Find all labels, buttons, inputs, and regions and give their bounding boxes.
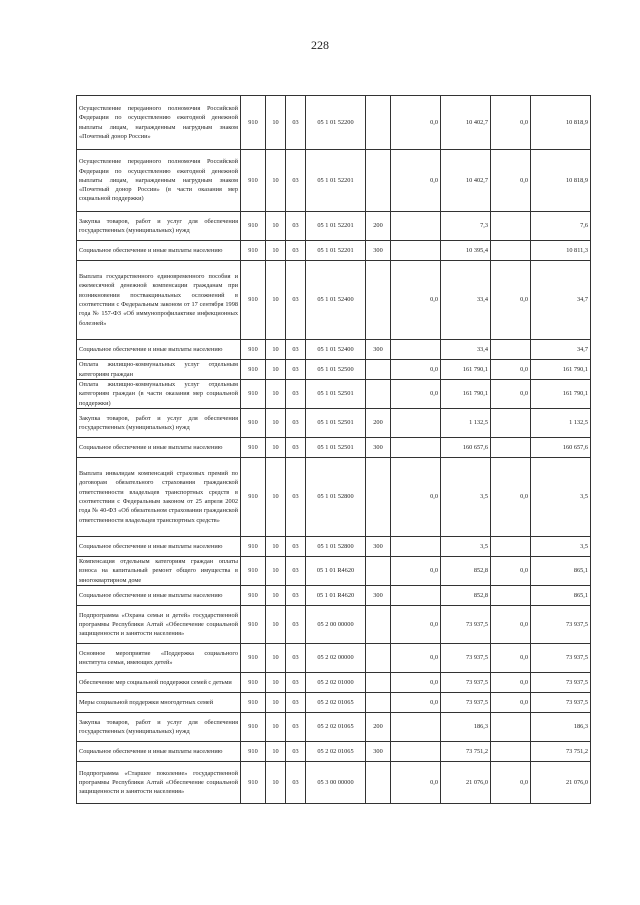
subsection-code: 03 bbox=[286, 762, 306, 804]
table-row bbox=[77, 693, 591, 713]
admin-code: 910 bbox=[241, 644, 266, 673]
amount-3: 0,0 bbox=[491, 606, 531, 644]
section-code: 10 bbox=[266, 380, 286, 409]
amount-3: 0,0 bbox=[491, 380, 531, 409]
expense-type-code: 300 bbox=[366, 537, 391, 557]
amount-1 bbox=[391, 212, 441, 241]
section-code: 10 bbox=[266, 713, 286, 742]
amount-4: 186,3 bbox=[531, 713, 591, 742]
amount-3: 0,0 bbox=[491, 644, 531, 673]
amount-1: 0,0 bbox=[391, 693, 441, 713]
amount-2: 10 395,4 bbox=[441, 241, 491, 261]
amount-1: 0,0 bbox=[391, 458, 441, 537]
target-article-code: 05 1 01 52400 bbox=[306, 261, 366, 340]
expense-type-code: 200 bbox=[366, 409, 391, 438]
subsection-code: 03 bbox=[286, 557, 306, 586]
expense-type-code bbox=[366, 644, 391, 673]
admin-code: 910 bbox=[241, 742, 266, 762]
section-code: 10 bbox=[266, 150, 286, 212]
amount-2: 73 937,5 bbox=[441, 673, 491, 693]
amount-1 bbox=[391, 586, 441, 606]
section-code: 10 bbox=[266, 673, 286, 693]
admin-code: 910 bbox=[241, 693, 266, 713]
section-code: 10 bbox=[266, 438, 286, 458]
subsection-code: 03 bbox=[286, 673, 306, 693]
amount-3: 0,0 bbox=[491, 96, 531, 150]
subsection-code: 03 bbox=[286, 261, 306, 340]
amount-3: 0,0 bbox=[491, 360, 531, 380]
subsection-code: 03 bbox=[286, 537, 306, 557]
amount-3: 0,0 bbox=[491, 458, 531, 537]
admin-code: 910 bbox=[241, 261, 266, 340]
row-name: Обеспечение мер социальной поддержки семей с детьми bbox=[77, 673, 241, 693]
expense-type-code bbox=[366, 380, 391, 409]
admin-code: 910 bbox=[241, 762, 266, 804]
section-code: 10 bbox=[266, 644, 286, 673]
admin-code: 910 bbox=[241, 241, 266, 261]
target-article-code: 05 1 01 52501 bbox=[306, 380, 366, 409]
amount-2: 852,8 bbox=[441, 586, 491, 606]
table-row bbox=[77, 261, 591, 340]
admin-code: 910 bbox=[241, 458, 266, 537]
amount-2: 3,5 bbox=[441, 537, 491, 557]
table-row bbox=[77, 380, 591, 409]
amount-2: 33,4 bbox=[441, 261, 491, 340]
table-row bbox=[77, 673, 591, 693]
amount-4: 10 818,9 bbox=[531, 96, 591, 150]
amount-3 bbox=[491, 409, 531, 438]
admin-code: 910 bbox=[241, 150, 266, 212]
subsection-code: 03 bbox=[286, 438, 306, 458]
target-article-code: 05 2 02 00000 bbox=[306, 644, 366, 673]
row-name: Компенсация отдельным категориям граждан оплаты взноса на капитальный ремонт общего имущества в многоквартирном доме bbox=[77, 557, 241, 586]
admin-code: 910 bbox=[241, 713, 266, 742]
subsection-code: 03 bbox=[286, 96, 306, 150]
target-article-code: 05 1 01 52400 bbox=[306, 340, 366, 360]
table-row bbox=[77, 241, 591, 261]
table-row bbox=[77, 586, 591, 606]
subsection-code: 03 bbox=[286, 241, 306, 261]
amount-2: 10 402,7 bbox=[441, 96, 491, 150]
row-name: Закупка товаров, работ и услуг для обеспечения государственных (муниципальных) нужд bbox=[77, 409, 241, 438]
expense-type-code bbox=[366, 557, 391, 586]
row-name: Подпрограмма «Старшее поколение» государственной программы Республики Алтай «Обеспечение социальной защищенности и занятости населения» bbox=[77, 762, 241, 804]
amount-1 bbox=[391, 713, 441, 742]
amount-2: 73 937,5 bbox=[441, 644, 491, 673]
subsection-code: 03 bbox=[286, 458, 306, 537]
row-name: Закупка товаров, работ и услуг для обеспечения государственных (муниципальных) нужд bbox=[77, 713, 241, 742]
target-article-code: 05 1 01 52800 bbox=[306, 537, 366, 557]
expense-type-code bbox=[366, 458, 391, 537]
target-article-code: 05 2 02 01065 bbox=[306, 742, 366, 762]
amount-2: 73 751,2 bbox=[441, 742, 491, 762]
amount-2: 1 132,5 bbox=[441, 409, 491, 438]
amount-4: 73 937,5 bbox=[531, 693, 591, 713]
expense-type-code bbox=[366, 261, 391, 340]
amount-2: 10 402,7 bbox=[441, 150, 491, 212]
section-code: 10 bbox=[266, 96, 286, 150]
amount-4: 10 811,3 bbox=[531, 241, 591, 261]
subsection-code: 03 bbox=[286, 150, 306, 212]
row-name: Оплата жилищно-коммунальных услуг отдельным категориям граждан bbox=[77, 360, 241, 380]
expense-type-code bbox=[366, 673, 391, 693]
target-article-code: 05 1 01 52500 bbox=[306, 360, 366, 380]
section-code: 10 bbox=[266, 212, 286, 241]
row-name: Социальное обеспечение и иные выплаты населению bbox=[77, 340, 241, 360]
amount-4: 7,6 bbox=[531, 212, 591, 241]
row-name: Социальное обеспечение и иные выплаты населению bbox=[77, 241, 241, 261]
amount-2: 7,3 bbox=[441, 212, 491, 241]
amount-1 bbox=[391, 241, 441, 261]
table-row bbox=[77, 96, 591, 150]
amount-1 bbox=[391, 409, 441, 438]
table-row bbox=[77, 537, 591, 557]
admin-code: 910 bbox=[241, 360, 266, 380]
amount-2: 73 937,5 bbox=[441, 693, 491, 713]
amount-3 bbox=[491, 212, 531, 241]
row-name: Социальное обеспечение и иные выплаты населению bbox=[77, 438, 241, 458]
admin-code: 910 bbox=[241, 380, 266, 409]
amount-3 bbox=[491, 537, 531, 557]
expense-type-code bbox=[366, 693, 391, 713]
amount-3 bbox=[491, 438, 531, 458]
amount-4: 160 657,6 bbox=[531, 438, 591, 458]
row-name: Осуществление переданного полномочия Российской Федерации по осуществлению ежегодной денежной выплаты лицам, награжденным нагрудным знаком «Почетный донор России» (в части оказания мер социальной поддержки) bbox=[77, 150, 241, 212]
amount-1: 0,0 bbox=[391, 644, 441, 673]
expense-type-code: 300 bbox=[366, 438, 391, 458]
subsection-code: 03 bbox=[286, 693, 306, 713]
expense-type-code bbox=[366, 360, 391, 380]
table-row bbox=[77, 557, 591, 586]
amount-1: 0,0 bbox=[391, 360, 441, 380]
admin-code: 910 bbox=[241, 96, 266, 150]
admin-code: 910 bbox=[241, 586, 266, 606]
table-row bbox=[77, 360, 591, 380]
table-row bbox=[77, 742, 591, 762]
amount-2: 3,5 bbox=[441, 458, 491, 537]
table-row bbox=[77, 606, 591, 644]
amount-1: 0,0 bbox=[391, 96, 441, 150]
target-article-code: 05 1 01 52501 bbox=[306, 409, 366, 438]
section-code: 10 bbox=[266, 261, 286, 340]
amount-4: 10 818,9 bbox=[531, 150, 591, 212]
table-row bbox=[77, 212, 591, 241]
admin-code: 910 bbox=[241, 673, 266, 693]
table-row bbox=[77, 762, 591, 804]
admin-code: 910 bbox=[241, 606, 266, 644]
row-name: Социальное обеспечение и иные выплаты населению bbox=[77, 586, 241, 606]
row-name: Выплата государственного единовременного пособия и ежемесячной денежной компенсации гражданам при возникновении поствакцинальных осложнений в соответствии с Федеральным законом от 17 сентября 1998 года № 157-ФЗ «Об иммунопрофилактике инфекционных болезней» bbox=[77, 261, 241, 340]
amount-1: 0,0 bbox=[391, 606, 441, 644]
section-code: 10 bbox=[266, 340, 286, 360]
subsection-code: 03 bbox=[286, 380, 306, 409]
target-article-code: 05 2 02 01065 bbox=[306, 713, 366, 742]
amount-3 bbox=[491, 586, 531, 606]
subsection-code: 03 bbox=[286, 409, 306, 438]
table-row bbox=[77, 713, 591, 742]
row-name: Осуществление переданного полномочия Российской Федерации по осуществлению ежегодной денежной выплаты лицам, награжденным нагрудным знаком «Почетный донор России» bbox=[77, 96, 241, 150]
amount-1 bbox=[391, 438, 441, 458]
amount-2: 161 790,1 bbox=[441, 360, 491, 380]
table-row bbox=[77, 409, 591, 438]
expense-type-code: 300 bbox=[366, 340, 391, 360]
target-article-code: 05 1 01 52800 bbox=[306, 458, 366, 537]
section-code: 10 bbox=[266, 742, 286, 762]
amount-3: 0,0 bbox=[491, 557, 531, 586]
row-name: Социальное обеспечение и иные выплаты населению bbox=[77, 742, 241, 762]
amount-2: 161 790,1 bbox=[441, 380, 491, 409]
amount-4: 34,7 bbox=[531, 261, 591, 340]
section-code: 10 bbox=[266, 360, 286, 380]
target-article-code: 05 2 00 00000 bbox=[306, 606, 366, 644]
amount-3: 0,0 bbox=[491, 261, 531, 340]
amount-2: 33,4 bbox=[441, 340, 491, 360]
amount-4: 3,5 bbox=[531, 458, 591, 537]
amount-3: 0,0 bbox=[491, 762, 531, 804]
admin-code: 910 bbox=[241, 340, 266, 360]
budget-table bbox=[76, 95, 591, 804]
amount-4: 73 937,5 bbox=[531, 606, 591, 644]
expense-type-code: 200 bbox=[366, 212, 391, 241]
amount-3: 0,0 bbox=[491, 150, 531, 212]
amount-1: 0,0 bbox=[391, 557, 441, 586]
amount-4: 161 790,1 bbox=[531, 360, 591, 380]
section-code: 10 bbox=[266, 537, 286, 557]
admin-code: 910 bbox=[241, 537, 266, 557]
amount-4: 865,1 bbox=[531, 557, 591, 586]
amount-4: 21 076,0 bbox=[531, 762, 591, 804]
row-name: Закупка товаров, работ и услуг для обеспечения государственных (муниципальных) нужд bbox=[77, 212, 241, 241]
amount-4: 865,1 bbox=[531, 586, 591, 606]
target-article-code: 05 2 02 01000 bbox=[306, 673, 366, 693]
amount-2: 160 657,6 bbox=[441, 438, 491, 458]
amount-3: 0,0 bbox=[491, 673, 531, 693]
amount-2: 852,8 bbox=[441, 557, 491, 586]
section-code: 10 bbox=[266, 762, 286, 804]
amount-4: 161 790,1 bbox=[531, 380, 591, 409]
target-article-code: 05 1 01 52201 bbox=[306, 212, 366, 241]
subsection-code: 03 bbox=[286, 644, 306, 673]
target-article-code: 05 3 00 00000 bbox=[306, 762, 366, 804]
section-code: 10 bbox=[266, 458, 286, 537]
amount-4: 73 937,5 bbox=[531, 644, 591, 673]
expense-type-code bbox=[366, 96, 391, 150]
table-row bbox=[77, 150, 591, 212]
amount-1: 0,0 bbox=[391, 150, 441, 212]
target-article-code: 05 1 01 52501 bbox=[306, 438, 366, 458]
admin-code: 910 bbox=[241, 438, 266, 458]
subsection-code: 03 bbox=[286, 586, 306, 606]
page-number: 228 bbox=[311, 38, 329, 52]
admin-code: 910 bbox=[241, 409, 266, 438]
amount-2: 73 937,5 bbox=[441, 606, 491, 644]
amount-1: 0,0 bbox=[391, 673, 441, 693]
amount-3 bbox=[491, 742, 531, 762]
section-code: 10 bbox=[266, 241, 286, 261]
amount-1 bbox=[391, 537, 441, 557]
row-name: Оплата жилищно-коммунальных услуг отдельным категориям граждан (в части оказания мер социальной поддержки) bbox=[77, 380, 241, 409]
amount-3: 0,0 bbox=[491, 693, 531, 713]
section-code: 10 bbox=[266, 586, 286, 606]
target-article-code: 05 1 01 52200 bbox=[306, 96, 366, 150]
table-row bbox=[77, 644, 591, 673]
target-article-code: 05 1 01 52201 bbox=[306, 241, 366, 261]
amount-3 bbox=[491, 713, 531, 742]
amount-4: 73 751,2 bbox=[531, 742, 591, 762]
subsection-code: 03 bbox=[286, 606, 306, 644]
expense-type-code bbox=[366, 762, 391, 804]
expense-type-code: 200 bbox=[366, 713, 391, 742]
section-code: 10 bbox=[266, 557, 286, 586]
table-row bbox=[77, 438, 591, 458]
expense-type-code: 300 bbox=[366, 586, 391, 606]
amount-2: 21 076,0 bbox=[441, 762, 491, 804]
amount-1: 0,0 bbox=[391, 380, 441, 409]
subsection-code: 03 bbox=[286, 742, 306, 762]
section-code: 10 bbox=[266, 409, 286, 438]
table-row bbox=[77, 458, 591, 537]
table-row bbox=[77, 340, 591, 360]
target-article-code: 05 2 02 01065 bbox=[306, 693, 366, 713]
subsection-code: 03 bbox=[286, 212, 306, 241]
amount-4: 3,5 bbox=[531, 537, 591, 557]
target-article-code: 05 1 01 R4620 bbox=[306, 557, 366, 586]
amount-4: 1 132,5 bbox=[531, 409, 591, 438]
amount-1 bbox=[391, 340, 441, 360]
amount-4: 34,7 bbox=[531, 340, 591, 360]
section-code: 10 bbox=[266, 693, 286, 713]
admin-code: 910 bbox=[241, 212, 266, 241]
amount-4: 73 937,5 bbox=[531, 673, 591, 693]
row-name: Выплата инвалидам компенсаций страховых премий по договорам обязательного страхования гражданской ответственности владельцев транспортных средств в соответствии с Федеральным законом от 25 апреля 2002 года № 40-ФЗ «Об обязательном страховании гражданской ответственности владельцев транспортных средств» bbox=[77, 458, 241, 537]
admin-code: 910 bbox=[241, 557, 266, 586]
section-code: 10 bbox=[266, 606, 286, 644]
amount-3 bbox=[491, 241, 531, 261]
expense-type-code: 300 bbox=[366, 241, 391, 261]
subsection-code: 03 bbox=[286, 360, 306, 380]
row-name: Основное мероприятие «Поддержка социального института семьи, имеющих детей» bbox=[77, 644, 241, 673]
expense-type-code: 300 bbox=[366, 742, 391, 762]
expense-type-code bbox=[366, 150, 391, 212]
target-article-code: 05 1 01 52201 bbox=[306, 150, 366, 212]
subsection-code: 03 bbox=[286, 713, 306, 742]
row-name: Меры социальной поддержки многодетных семей bbox=[77, 693, 241, 713]
amount-3 bbox=[491, 340, 531, 360]
subsection-code: 03 bbox=[286, 340, 306, 360]
row-name: Социальное обеспечение и иные выплаты населению bbox=[77, 537, 241, 557]
target-article-code: 05 1 01 R4620 bbox=[306, 586, 366, 606]
amount-2: 186,3 bbox=[441, 713, 491, 742]
row-name: Подпрограмма «Охрана семьи и детей» государственной программы Республики Алтай «Обеспечение социальной защищенности и занятости населения» bbox=[77, 606, 241, 644]
amount-1: 0,0 bbox=[391, 762, 441, 804]
amount-1 bbox=[391, 742, 441, 762]
expense-type-code bbox=[366, 606, 391, 644]
amount-1: 0,0 bbox=[391, 261, 441, 340]
